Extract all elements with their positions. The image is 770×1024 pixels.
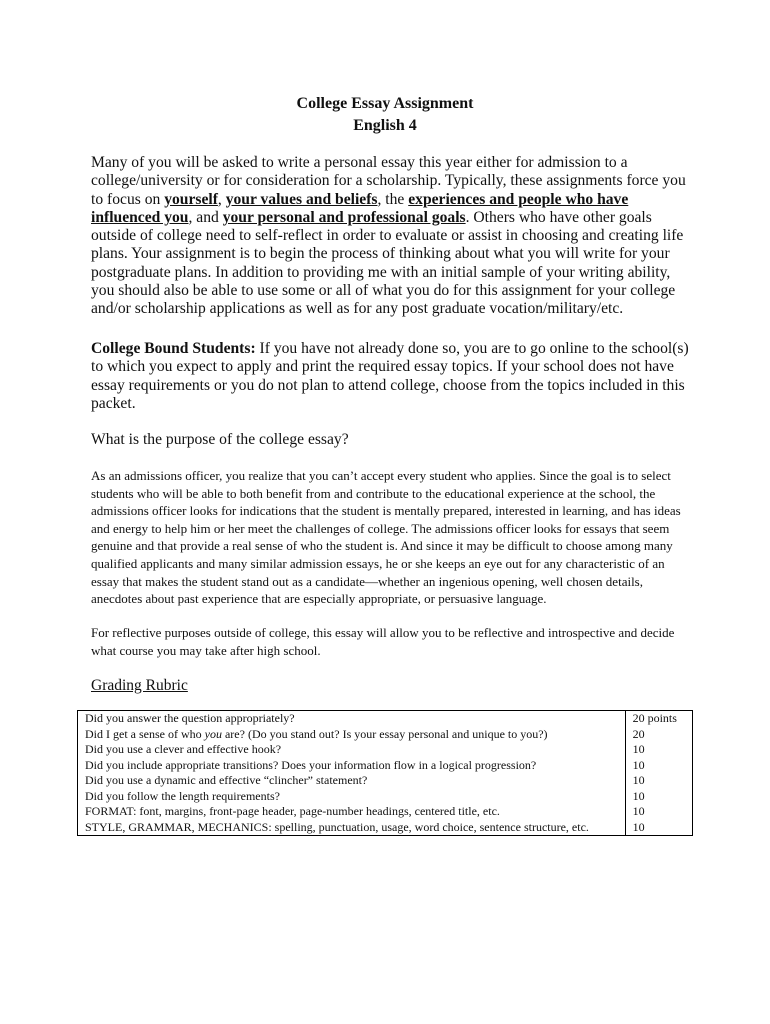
page-subtitle: English 4 [353, 117, 417, 134]
rubric-points: 10 [625, 804, 692, 820]
rubric-heading: Grading Rubric [91, 677, 188, 694]
rubric-points: 10 [625, 758, 692, 774]
rubric-question: Did you include appropriate transitions? Does your information flow in a logical progression? [78, 758, 626, 774]
rubric-question: Did you use a dynamic and effective “clincher” statement? [78, 773, 626, 789]
college-bound-paragraph: College Bound Students: If you have not already done so, you are to go online to the school(s) to which you expect to apply and print the required essay topics. If your school does not have essay requirements or you do not plan to attend college, choose from the topics included in this packet. [91, 340, 689, 412]
rubric-question: Did you follow the length requirements? [78, 789, 626, 805]
rubric-question: FORMAT: font, margins, front-page header, page-number headings, centered title, etc. [78, 804, 626, 820]
table-row [78, 711, 693, 727]
table-row [78, 773, 693, 789]
table-row [78, 820, 693, 836]
rubric-points: 20 [625, 727, 692, 743]
rubric-question: Did I get a sense of who you are? (Do you stand out? Is your essay personal and unique to you?) [78, 727, 626, 743]
rubric-question: STYLE, GRAMMAR, MECHANICS: spelling, punctuation, usage, word choice, sentence structure, etc. [78, 820, 626, 836]
table-row [78, 804, 693, 820]
rubric-points: 10 [625, 773, 692, 789]
intro-paragraph: Many of you will be asked to write a personal essay this year either for admission to a college/university or for consideration for a scholarship. Typically, these assignments force you to focus on yourself, your values and beliefs, the experiences and people who have influenced you, and your personal and professional goals. Others who have other goals outside of college need to self-reflect in order to evaluate or assist in choosing and creating life plans. Your assignment is to begin the process of thinking about what you will write for your postgraduate plans. In addition to providing me with an initial sample of your writing ability, you should also be able to use some or all of what you do for this assignment for your college and/or scholarship applications as well as for any post graduate vocation/military/etc. [91, 154, 686, 318]
emphasis-experiences-people: experiences and people who have influenced you [91, 190, 629, 226]
reflective-note: For reflective purposes outside of college, this essay will allow you to be reflective and introspective and decide what course you may take after high school. [91, 625, 675, 658]
purpose-answer: As an admissions officer, you realize that you can’t accept every student who applies. Since the goal is to select students who will be able to both benefit from and contribute to the educational experience at the school, the admissions officer looks for indications that the student is mentally prepared, interested in learning, and has ideas and energy to help him or her meet the challenges of college. The admissions officer looks for essays that seem genuine and that provide a real sense of who the student is. And since it may be difficult to choose among many qualified applicants and many similar admission essays, he or she keeps an eye out for any characteristic of an essay that makes the student stand out as a candidate—whether an ingenious opening, well chosen details, anecdotes about past experience that are especially appropriate, or persuasive language. [91, 468, 681, 607]
table-row [78, 742, 693, 758]
table-row [78, 789, 693, 805]
rubric-points: 10 [625, 789, 692, 805]
emphasis-yourself: yourself [164, 190, 218, 208]
rubric-points: 10 [625, 820, 692, 836]
emphasis-values-beliefs: your values and beliefs [225, 190, 378, 208]
page-title: College Essay Assignment [296, 95, 474, 112]
purpose-question: What is the purpose of the college essay? [91, 431, 349, 448]
college-bound-label: College Bound Students: [91, 340, 256, 357]
grading-rubric-table [77, 710, 693, 836]
rubric-question: Did you use a clever and effective hook? [78, 742, 626, 758]
rubric-question: Did you answer the question appropriately? [78, 711, 626, 727]
rubric-points: 10 [625, 742, 692, 758]
table-row [78, 727, 693, 743]
emphasis-goals: your personal and professional goals [222, 208, 466, 226]
rubric-points: 20 points [625, 711, 692, 727]
table-row [78, 758, 693, 774]
